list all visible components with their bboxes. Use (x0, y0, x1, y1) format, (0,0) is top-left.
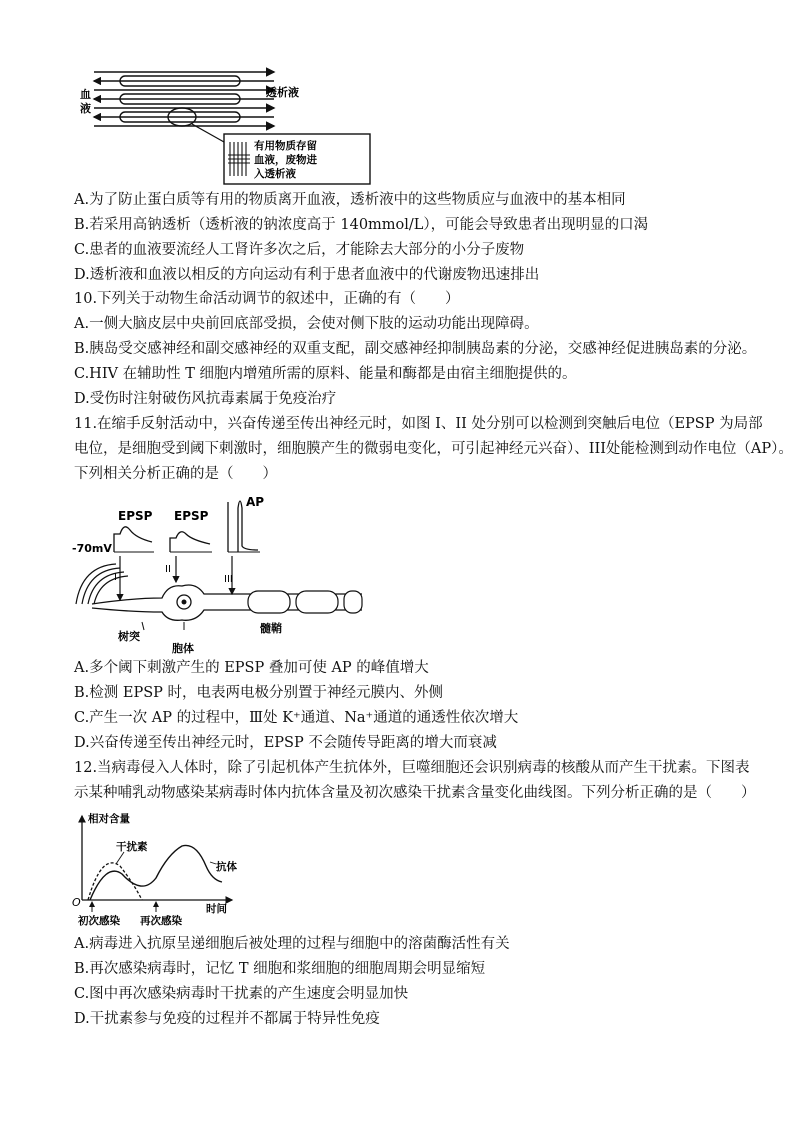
q9-option-d: D.透析液和血液以相反的方向运动有利于患者血液中的代谢废物迅速排出 (74, 267, 540, 283)
q10-option-b: B.胰岛受交感神经和副交感神经的双重支配，副交感神经抑制胰岛素的分泌，交感神经促进胰岛素的分泌。 (74, 341, 757, 357)
callout-line-2: 血液，废物进 (254, 154, 317, 166)
q10-option-d: D.受伤时注射破伤风抗毒素属于免疫治疗 (74, 391, 337, 407)
interferon-curve (88, 863, 142, 900)
antibody-curve (90, 845, 222, 900)
label-dialysate: 透析液 (266, 86, 299, 99)
q12-option-b: B.再次感染病毒时，记忆 T 细胞和浆细胞的细胞周期会明显缩短 (74, 961, 486, 977)
ap-label: AP (246, 495, 265, 509)
dialysis-diagram (74, 62, 374, 188)
origin-label: O (72, 896, 81, 909)
q12-stem-1: 12.当病毒侵入人体时，除了引起机体产生抗体外，巨噬细胞还会识别病毒的核酸从而产生干扰素。下图表 (74, 760, 750, 776)
q12-option-d: D.干扰素参与免疫的过程并不都属于特异性免疫 (74, 1011, 380, 1027)
q10-option-a: A.一侧大脑皮层中央前回底部受损，会使对侧下肢的运动功能出现障碍。 (74, 316, 539, 332)
q9-option-b: B.若采用高钠透析（透析液的钠浓度高于 140mmol/L），可能会导致患者出现明显的口渴 (74, 217, 649, 233)
interferon-label: 干扰素 (116, 841, 148, 853)
q10-stem: 10.下列关于动物生命活动调节的叙述中，正确的有（ ） (74, 291, 460, 307)
neuron-diagram (72, 494, 364, 654)
q12-option-a: A.病毒进入抗原呈递细胞后被处理的过程与细胞中的溶菌酶活性有关 (74, 936, 510, 952)
label-blood-2: 液 (80, 102, 91, 115)
callout-line-3: 入透析液 (254, 168, 296, 180)
q11-stem-1: 11.在缩手反射活动中，兴奋传递至传出神经元时，如图 I、II 处分别可以检测到突触后电位（EPSP 为局部 (74, 416, 763, 432)
myelin-label: 髓鞘 (260, 622, 282, 635)
first-infection-label: 初次感染 (78, 915, 120, 927)
q9-option-c: C.患者的血液要流经人工肾许多次之后，才能除去大部分的小分子废物 (74, 242, 525, 258)
epsp-label-2: EPSP (174, 509, 209, 523)
soma-label: 胞体 (172, 642, 194, 654)
antibody-interferon-chart (72, 812, 242, 928)
q12-option-c: C.图中再次感染病毒时干扰素的产生速度会明显加快 (74, 986, 409, 1002)
epsp-label-1: EPSP (118, 509, 153, 523)
site-ii-label: II (165, 564, 171, 575)
q11-option-c: C.产生一次 AP 的过程中，Ⅲ处 K⁺通道、Na⁺通道的通透性依次增大 (74, 710, 519, 726)
antibody-label: 抗体 (216, 861, 237, 873)
callout-line-1: 有用物质存留 (254, 140, 317, 152)
q12-stem-2: 示某种哺乳动物感染某病毒时体内抗体含量及初次感染干扰素含量变化曲线图。下列分析正确的是（ ） (74, 785, 756, 801)
site-iii-label: III (224, 574, 233, 585)
q9-option-a: A.为了防止蛋白质等有用的物质离开血液，透析液中的这些物质应与血液中的基本相同 (74, 192, 626, 208)
dendrite-label: 树突 (118, 630, 140, 643)
q11-option-d: D.兴奋传递至传出神经元时，EPSP 不会随传导距离的增大而衰减 (74, 735, 497, 751)
site-i-label: I (114, 572, 117, 583)
second-infection-label: 再次感染 (140, 915, 182, 927)
x-axis-label: 时间 (206, 903, 227, 915)
q11-option-b: B.检测 EPSP 时，电表两电极分别置于神经元膜内、外侧 (74, 685, 444, 701)
q10-option-c: C.HIV 在辅助性 T 细胞内增殖所需的原料、能量和酶都是由宿主细胞提供的。 (74, 366, 577, 382)
label-blood-1: 血 (80, 88, 91, 101)
q11-stem-2: 电位，是细胞受到阈下刺激时，细胞膜产生的微弱电变化，可引起神经元兴奋）、III处能检测到动作电位（AP）。 (74, 441, 793, 457)
q11-option-a: A.多个阈下刺激产生的 EPSP 叠加可使 AP 的峰值增大 (74, 660, 429, 676)
voltage-label: -70mV (72, 542, 112, 555)
y-axis-label: 相对含量 (88, 813, 130, 825)
q11-stem-3: 下列相关分析正确的是（ ） (74, 466, 277, 482)
